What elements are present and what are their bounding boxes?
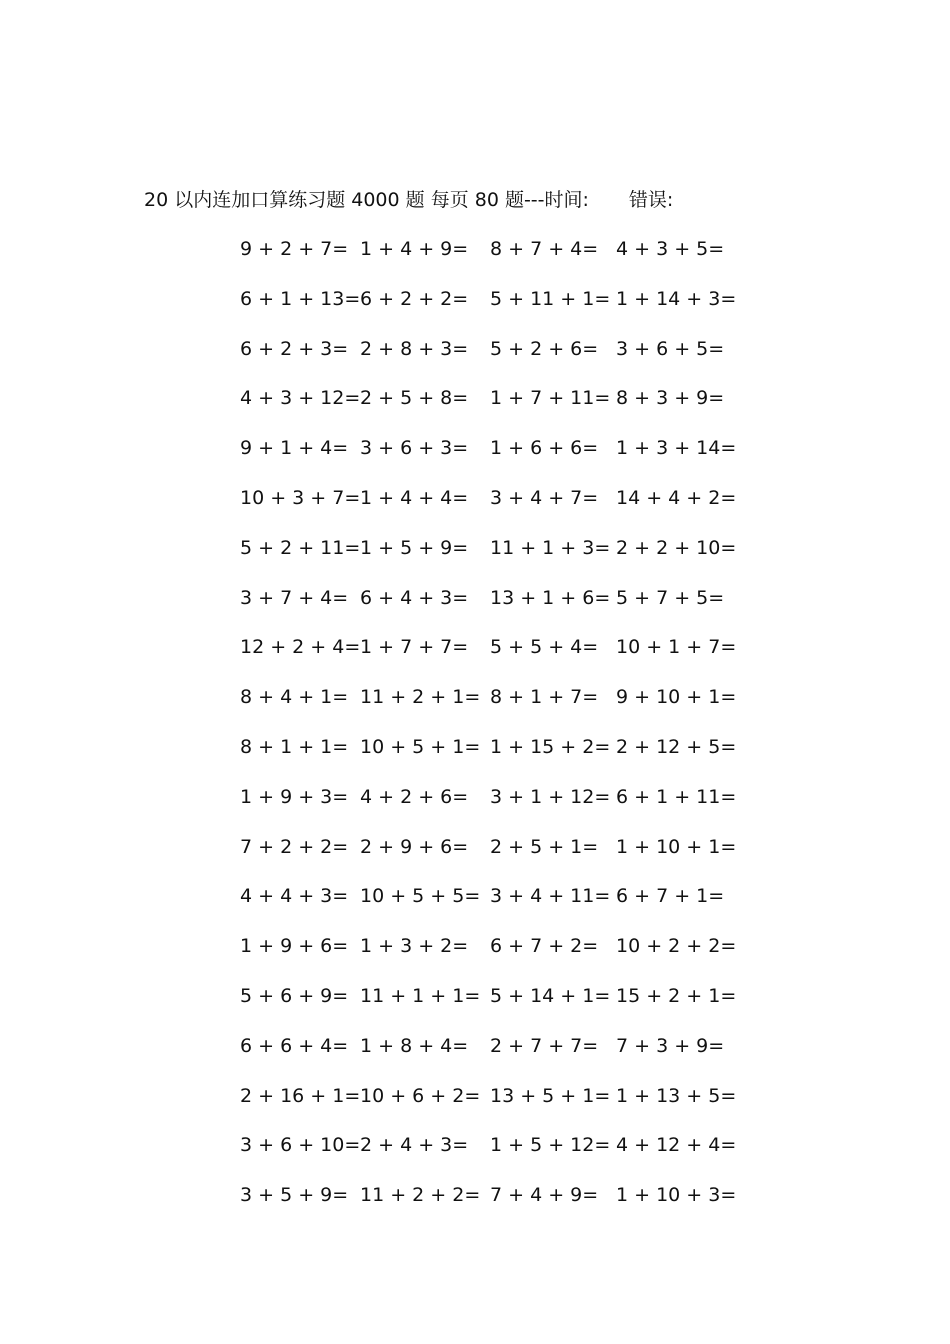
problem-item: 1 + 13 + 5= — [616, 1084, 737, 1107]
problem-item: 11 + 2 + 2= — [360, 1184, 481, 1207]
problem-row — [0, 284, 950, 314]
problem-row — [0, 931, 950, 961]
problem-item: 10 + 6 + 2= — [360, 1084, 481, 1107]
problem-item: 6 + 1 + 13= — [240, 287, 361, 310]
problem-item: 7 + 3 + 9= — [616, 1034, 725, 1057]
problem-item: 3 + 6 + 10= — [240, 1134, 361, 1157]
problem-item: 9 + 1 + 4= — [240, 437, 349, 460]
problem-row — [0, 682, 950, 712]
problem-item: 7 + 2 + 2= — [240, 835, 349, 858]
problem-item: 10 + 5 + 1= — [360, 736, 481, 758]
problem-item: 1 + 10 + 3= — [616, 1184, 737, 1207]
problem-item: 6 + 7 + 2= — [490, 935, 599, 958]
problem-item: 1 + 3 + 2= — [360, 935, 469, 958]
problem-item: 10 + 1 + 7= — [616, 636, 737, 659]
problem-row — [0, 1130, 950, 1160]
problem-item: 5 + 5 + 4= — [490, 636, 599, 659]
problem-item: 3 + 6 + 3= — [360, 437, 469, 460]
problem-item: 1 + 8 + 4= — [360, 1034, 469, 1057]
problem-item: 2 + 12 + 5= — [616, 736, 737, 758]
problem-item: 8 + 7 + 4= — [490, 238, 599, 260]
problem-item: 2 + 2 + 10= — [616, 536, 737, 559]
problem-item: 3 + 5 + 9= — [240, 1184, 349, 1207]
problem-item: 13 + 1 + 6= — [490, 586, 611, 609]
problem-item: 3 + 4 + 7= — [490, 487, 599, 509]
problem-item: 4 + 3 + 5= — [616, 238, 725, 260]
problem-row — [0, 881, 950, 911]
problem-item: 1 + 14 + 3= — [616, 287, 737, 310]
problem-item: 5 + 2 + 6= — [490, 337, 599, 360]
problem-item: 2 + 8 + 3= — [360, 337, 469, 360]
problem-item: 5 + 14 + 1= — [490, 985, 611, 1007]
error-label: 错误: — [628, 189, 674, 211]
problem-item: 8 + 4 + 1= — [240, 686, 349, 709]
problem-item: 10 + 2 + 2= — [616, 935, 737, 958]
problem-item: 2 + 9 + 6= — [360, 835, 469, 858]
problem-item: 1 + 6 + 6= — [490, 437, 599, 460]
problem-item: 1 + 7 + 7= — [360, 636, 469, 659]
problem-item: 14 + 4 + 2= — [616, 487, 737, 509]
problem-item: 1 + 4 + 9= — [360, 238, 469, 260]
worksheet-title: 20 以内连加口算练习题 4000 题 每页 80 题---时间: — [144, 189, 589, 211]
problem-item: 1 + 9 + 3= — [240, 785, 349, 808]
problem-item: 3 + 4 + 11= — [490, 885, 611, 908]
problem-item: 5 + 6 + 9= — [240, 985, 349, 1007]
problem-item: 10 + 5 + 5= — [360, 885, 481, 908]
problem-item: 5 + 11 + 1= — [490, 287, 611, 310]
problem-item: 11 + 1 + 1= — [360, 985, 481, 1007]
problem-item: 4 + 3 + 12= — [240, 387, 361, 410]
problem-item: 15 + 2 + 1= — [616, 985, 737, 1007]
problem-item: 13 + 5 + 1= — [490, 1084, 611, 1107]
problem-item: 8 + 1 + 1= — [240, 736, 349, 758]
problem-row — [0, 732, 950, 762]
problem-item: 1 + 15 + 2= — [490, 736, 611, 758]
problem-item: 6 + 4 + 3= — [360, 586, 469, 609]
problem-row — [0, 583, 950, 613]
problem-row — [0, 483, 950, 513]
problem-row — [0, 1180, 950, 1210]
problem-item: 7 + 4 + 9= — [490, 1184, 599, 1207]
problem-item: 11 + 1 + 3= — [490, 536, 611, 559]
problem-item: 4 + 2 + 6= — [360, 785, 469, 808]
problem-item: 12 + 2 + 4= — [240, 636, 361, 659]
problem-item: 5 + 2 + 11= — [240, 536, 361, 559]
problem-item: 1 + 10 + 1= — [616, 835, 737, 858]
problem-item: 9 + 10 + 1= — [616, 686, 737, 709]
problem-row — [0, 234, 950, 264]
problem-item: 6 + 2 + 3= — [240, 337, 349, 360]
problem-row — [0, 832, 950, 862]
problem-item: 2 + 7 + 7= — [490, 1034, 599, 1057]
problem-item: 10 + 3 + 7= — [240, 487, 361, 509]
problem-item: 8 + 1 + 7= — [490, 686, 599, 709]
problem-item: 1 + 3 + 14= — [616, 437, 737, 460]
problem-item: 11 + 2 + 1= — [360, 686, 481, 709]
problem-item: 6 + 7 + 1= — [616, 885, 725, 908]
problem-item: 3 + 1 + 12= — [490, 785, 611, 808]
problem-item: 3 + 6 + 5= — [616, 337, 725, 360]
problem-row — [0, 533, 950, 563]
problem-item: 2 + 16 + 1= — [240, 1084, 361, 1107]
problem-row — [0, 632, 950, 662]
problem-row — [0, 433, 950, 463]
problem-item: 6 + 2 + 2= — [360, 287, 469, 310]
problem-item: 2 + 5 + 8= — [360, 387, 469, 410]
problem-item: 2 + 4 + 3= — [360, 1134, 469, 1157]
problem-row — [0, 334, 950, 364]
problem-item: 6 + 1 + 11= — [616, 785, 737, 808]
problem-item: 1 + 7 + 11= — [490, 387, 611, 410]
problem-row — [0, 1081, 950, 1111]
problem-item: 4 + 12 + 4= — [616, 1134, 737, 1157]
problem-item: 5 + 7 + 5= — [616, 586, 725, 609]
problem-row — [0, 383, 950, 413]
problem-row — [0, 782, 950, 812]
problem-item: 1 + 5 + 12= — [490, 1134, 611, 1157]
problem-item: 2 + 5 + 1= — [490, 835, 599, 858]
problem-row — [0, 1031, 950, 1061]
problem-item: 1 + 9 + 6= — [240, 935, 349, 958]
problem-item: 9 + 2 + 7= — [240, 238, 349, 260]
problem-item: 6 + 6 + 4= — [240, 1034, 349, 1057]
problem-item: 8 + 3 + 9= — [616, 387, 725, 410]
problem-item: 4 + 4 + 3= — [240, 885, 349, 908]
problem-row — [0, 981, 950, 1011]
problem-item: 1 + 4 + 4= — [360, 487, 469, 509]
problem-item: 3 + 7 + 4= — [240, 586, 349, 609]
problem-item: 1 + 5 + 9= — [360, 536, 469, 559]
